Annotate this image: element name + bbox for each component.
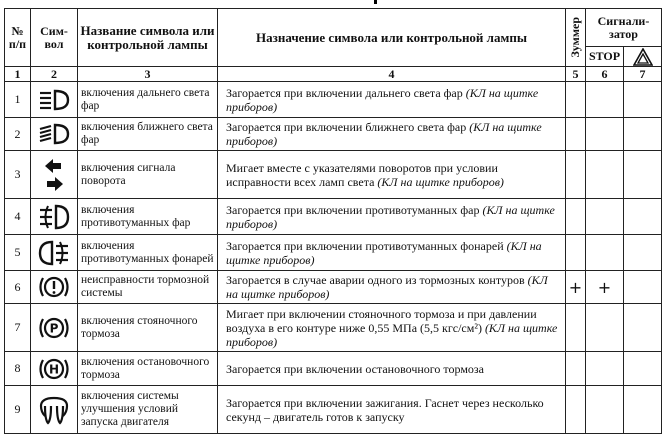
row-triangle bbox=[624, 199, 662, 235]
row-number: 9 bbox=[5, 386, 31, 434]
front-fog-light-icon bbox=[31, 199, 78, 235]
rear-fog-light-icon bbox=[31, 235, 78, 271]
row-stop bbox=[586, 304, 624, 352]
retarder-brake-icon bbox=[31, 352, 78, 386]
header-purpose: Назначение символа или контрольной лампы bbox=[218, 9, 566, 67]
row-stop bbox=[586, 386, 624, 434]
row-stop bbox=[586, 118, 624, 151]
table-row bbox=[5, 82, 662, 118]
row-number: 5 bbox=[5, 235, 31, 271]
row-number: 3 bbox=[5, 151, 31, 199]
warning-triangle-icon bbox=[624, 47, 662, 67]
row-number: 2 bbox=[5, 118, 31, 151]
row-number: 8 bbox=[5, 352, 31, 386]
row-name: включения противотуманных фонарей bbox=[78, 235, 218, 271]
row-name: включения системы улучшения условий запуска двигателя bbox=[78, 386, 218, 434]
row-description: Загорается при включении остановочного тормоза bbox=[218, 352, 566, 386]
row-triangle bbox=[624, 151, 662, 199]
colnum-3: 3 bbox=[78, 67, 218, 82]
row-triangle bbox=[624, 82, 662, 118]
row-stop bbox=[586, 199, 624, 235]
svg-text:H: H bbox=[48, 362, 60, 376]
warning-lamps-table bbox=[4, 8, 662, 434]
row-name: включения противотуманных фар bbox=[78, 199, 218, 235]
row-triangle bbox=[624, 271, 662, 304]
row-number: 6 bbox=[5, 271, 31, 304]
row-description: Загорается при включении ближнего света фар (КЛ на щитке приборов) bbox=[218, 118, 566, 151]
row-stop bbox=[586, 235, 624, 271]
header-stop: STOP bbox=[586, 47, 624, 67]
row-name: неисправности тормозной системы bbox=[78, 271, 218, 304]
row-description: Загорается при включении зажигания. Гаснет через несколько секунд – двигатель готов к запуску bbox=[218, 386, 566, 434]
row-stop: + bbox=[586, 271, 624, 304]
row-description: Загорается при включении дальнего света фар (КЛ на щитке приборов) bbox=[218, 82, 566, 118]
table-row bbox=[5, 199, 662, 235]
brake-fault-icon bbox=[31, 271, 78, 304]
row-buzzer bbox=[566, 386, 586, 434]
row-buzzer bbox=[566, 235, 586, 271]
table-row bbox=[5, 386, 662, 434]
turn-signal-arrows-icon bbox=[31, 151, 78, 199]
row-triangle bbox=[624, 118, 662, 151]
table-row bbox=[5, 118, 662, 151]
row-stop bbox=[586, 151, 624, 199]
row-name: включения дальнего света фар bbox=[78, 82, 218, 118]
row-buzzer: + bbox=[566, 271, 586, 304]
table-row bbox=[5, 151, 662, 199]
row-description: Загорается при включении противотуманных фар (КЛ на щитке приборов) bbox=[218, 199, 566, 235]
colnum-7: 7 bbox=[624, 67, 662, 82]
row-buzzer bbox=[566, 82, 586, 118]
row-buzzer bbox=[566, 352, 586, 386]
header-name: Название символа или контрольной лампы bbox=[78, 9, 218, 67]
row-triangle bbox=[624, 304, 662, 352]
row-buzzer bbox=[566, 118, 586, 151]
svg-text:P: P bbox=[49, 321, 59, 335]
header-row-top bbox=[5, 9, 662, 47]
row-number: 7 bbox=[5, 304, 31, 352]
row-description: Загорается при включении противотуманных фонарей (КЛ на щитке приборов) bbox=[218, 235, 566, 271]
low-beam-icon bbox=[31, 118, 78, 151]
row-name: включения остановочного тормоза bbox=[78, 352, 218, 386]
row-triangle bbox=[624, 386, 662, 434]
table-row bbox=[5, 352, 662, 386]
colnum-6: 6 bbox=[586, 67, 624, 82]
row-buzzer bbox=[566, 151, 586, 199]
row-stop bbox=[586, 352, 624, 386]
header-buzzer: Зуммер bbox=[566, 9, 586, 67]
row-number: 1 bbox=[5, 82, 31, 118]
scan-mark bbox=[374, 0, 377, 4]
row-description: Мигает при включении стояночного тормоза и при давлении воздуха в его контуре ниже 0,55 МПа (5,5 кгс/см²) (КЛ на щитке приборов) bbox=[218, 304, 566, 352]
row-description: Загорается в случае аварии одного из тормозных контуров (КЛ на щитке приборов) bbox=[218, 271, 566, 304]
row-name: включения ближнего света фар bbox=[78, 118, 218, 151]
header-alarm: Сигнали- затор bbox=[586, 9, 662, 47]
row-buzzer bbox=[566, 199, 586, 235]
colnum-4: 4 bbox=[218, 67, 566, 82]
column-numbers-row bbox=[5, 67, 662, 82]
row-description: Мигает вместе с указателями поворотов при условии исправности всех ламп света (КЛ на щитке приборов) bbox=[218, 151, 566, 199]
parking-brake-icon bbox=[31, 304, 78, 352]
colnum-1: 1 bbox=[5, 67, 31, 82]
row-name: включения сигнала поворота bbox=[78, 151, 218, 199]
colnum-2: 2 bbox=[31, 67, 78, 82]
header-symbol: Сим- вол bbox=[31, 9, 78, 67]
row-number: 4 bbox=[5, 199, 31, 235]
row-stop bbox=[586, 82, 624, 118]
row-triangle bbox=[624, 235, 662, 271]
glow-plug-icon bbox=[31, 386, 78, 434]
high-beam-icon bbox=[31, 82, 78, 118]
row-name: включения стояночного тормоза bbox=[78, 304, 218, 352]
row-triangle bbox=[624, 352, 662, 386]
row-buzzer bbox=[566, 304, 586, 352]
table-row bbox=[5, 271, 662, 304]
table-row bbox=[5, 304, 662, 352]
table-row bbox=[5, 235, 662, 271]
header-num: № п/п bbox=[5, 9, 31, 67]
colnum-5: 5 bbox=[566, 67, 586, 82]
